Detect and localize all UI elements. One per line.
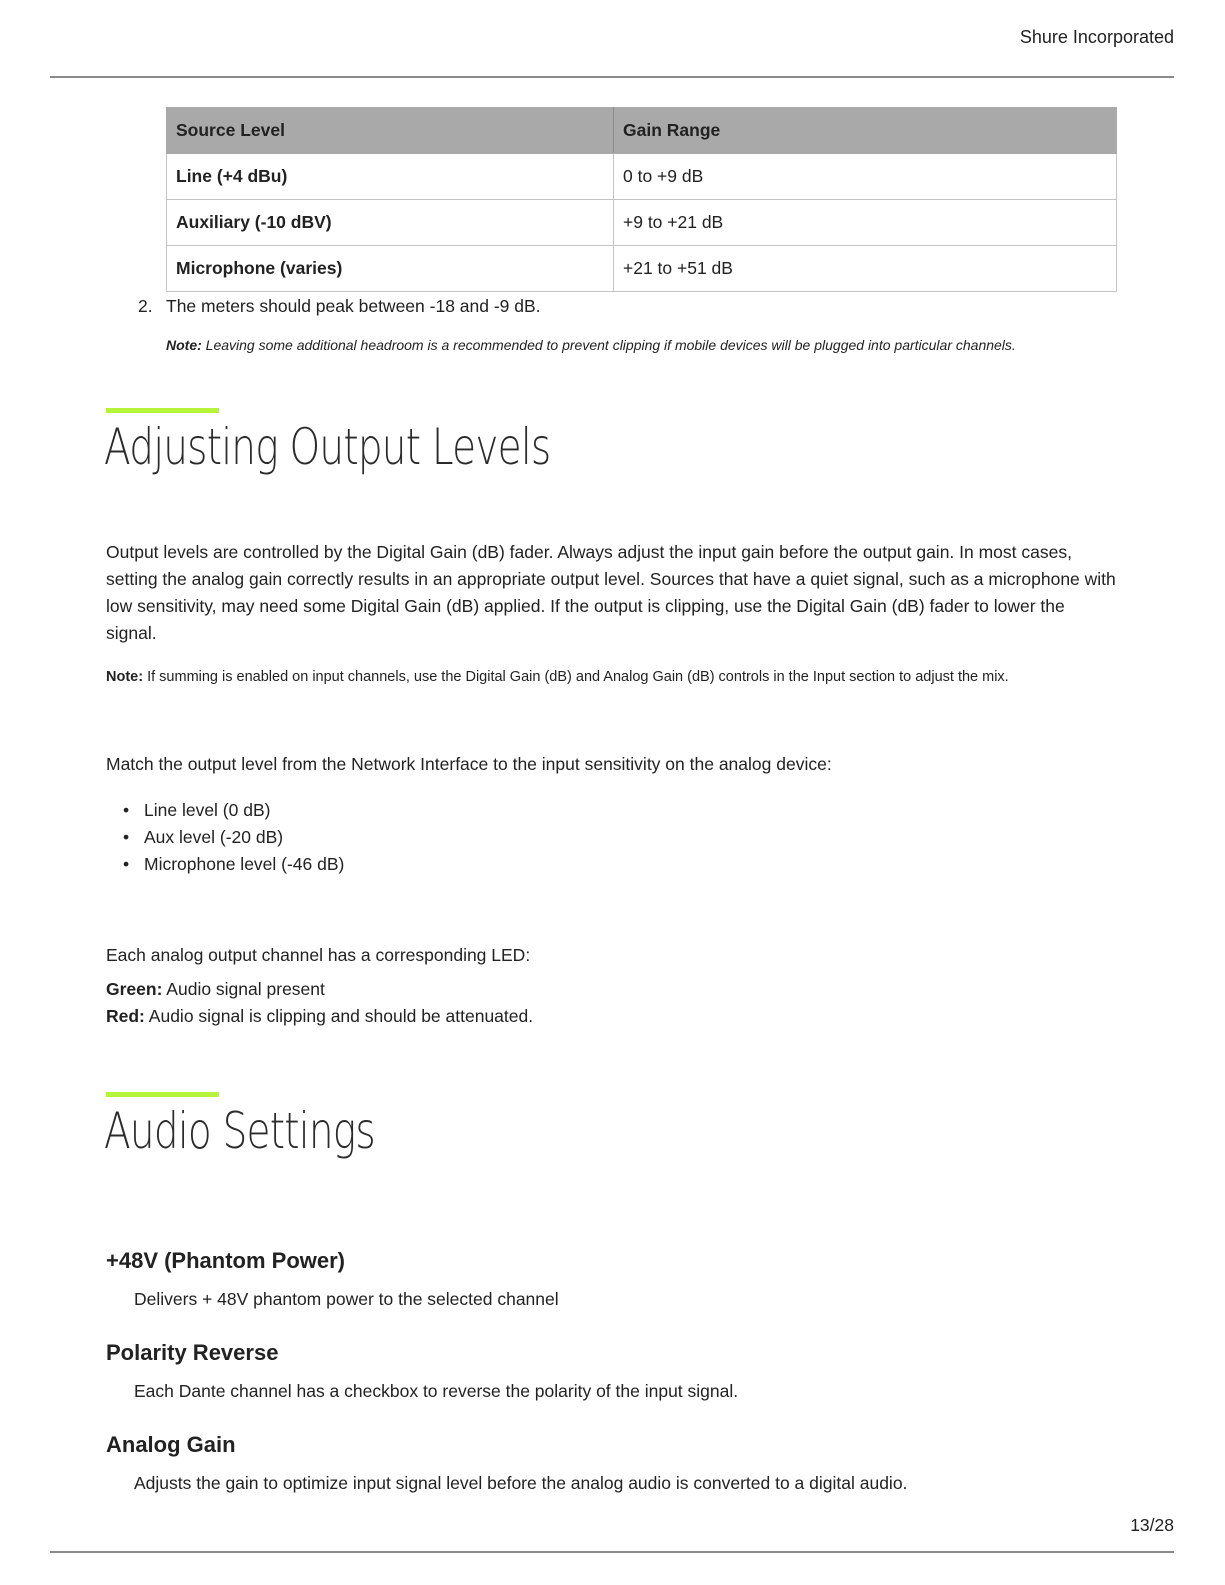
section-title-output-levels: Adjusting Output Levels	[104, 418, 551, 476]
heading-phantom-power: +48V (Phantom Power)	[106, 1248, 346, 1273]
analog-gain-description: Adjusts the gain to optimize input signal level before the analog audio is converted to a digital audio.	[134, 1473, 908, 1493]
note-text: If summing is enabled on input channels, use the Digital Gain (dB) and Analog Gain (dB) controls in the Input section to adjust the mix.	[143, 669, 1009, 685]
source-level-cell: Line (+4 dBu)	[167, 154, 614, 200]
note-text: Leaving some additional headroom is a recommended to prevent clipping if mobile devices will be plugged into particular channels.	[201, 337, 1016, 353]
led-red-label: Red:	[106, 1006, 145, 1026]
company-name: Shure Incorporated	[1019, 27, 1174, 47]
phantom-power-description: Delivers + 48V phantom power to the selected channel	[134, 1289, 559, 1309]
header-source-level: Source Level	[167, 108, 614, 154]
table-header-row	[167, 108, 1117, 154]
gain-range-table	[166, 107, 1117, 292]
led-green-text: Audio signal present	[162, 979, 325, 999]
heading-analog-gain: Analog Gain	[106, 1432, 236, 1457]
summing-note	[106, 669, 1009, 685]
gain-range-cell: +9 to +21 dB	[614, 200, 1117, 246]
footer-rule	[50, 1551, 1174, 1553]
polarity-reverse-description: Each Dante channel has a checkbox to reverse the polarity of the input signal.	[134, 1381, 739, 1401]
output-levels-paragraph: Output levels are controlled by the Digital Gain (dB) fader. Always adjust the input gain before the output gain. In most cases, setting the analog gain correctly results in an appropriate output level. Sources that have a quiet signal, such as a microphone with low sensitivity, may need some Digital Gain (dB) applied. If the output is clipping, use the Digital Gain (dB) fader to lower the signal.	[106, 542, 1116, 643]
section-title-audio-settings: Audio Settings	[104, 1102, 375, 1160]
table-row	[167, 246, 1117, 292]
section-accent-bar	[106, 408, 219, 413]
led-green-line	[106, 976, 1116, 1003]
section-accent-bar	[106, 1092, 219, 1097]
note-label: Note:	[106, 669, 144, 685]
page-number: 13/28	[1130, 1515, 1174, 1535]
gain-range-cell: 0 to +9 dB	[614, 154, 1117, 200]
list-item: • Line level (0 dB)	[106, 797, 344, 824]
match-output-text: Match the output level from the Network Interface to the input sensitivity on the analog device:	[106, 754, 832, 774]
output-level-list	[106, 797, 344, 878]
gain-range-cell: +21 to +51 dB	[614, 246, 1117, 292]
step-text: The meters should peak between -18 and -9 dB.	[166, 296, 541, 316]
led-red-line	[106, 1003, 1116, 1030]
source-level-cell: Microphone (varies)	[167, 246, 614, 292]
table-row	[167, 200, 1117, 246]
header-gain-range: Gain Range	[614, 108, 1117, 154]
led-intro-text: Each analog output channel has a corresponding LED:	[106, 945, 531, 965]
led-green-label: Green:	[106, 979, 163, 999]
headroom-note	[166, 337, 1016, 353]
list-item: • Aux level (-20 dB)	[106, 824, 344, 851]
list-item: • Microphone level (-46 dB)	[106, 851, 344, 878]
led-red-text: Audio signal is clipping and should be attenuated.	[144, 1006, 534, 1026]
note-label: Note:	[166, 337, 202, 353]
heading-polarity-reverse: Polarity Reverse	[106, 1340, 279, 1365]
step-number: 2.	[138, 296, 153, 316]
header-rule	[50, 76, 1174, 78]
table-row	[167, 154, 1117, 200]
source-level-cell: Auxiliary (-10 dBV)	[167, 200, 614, 246]
